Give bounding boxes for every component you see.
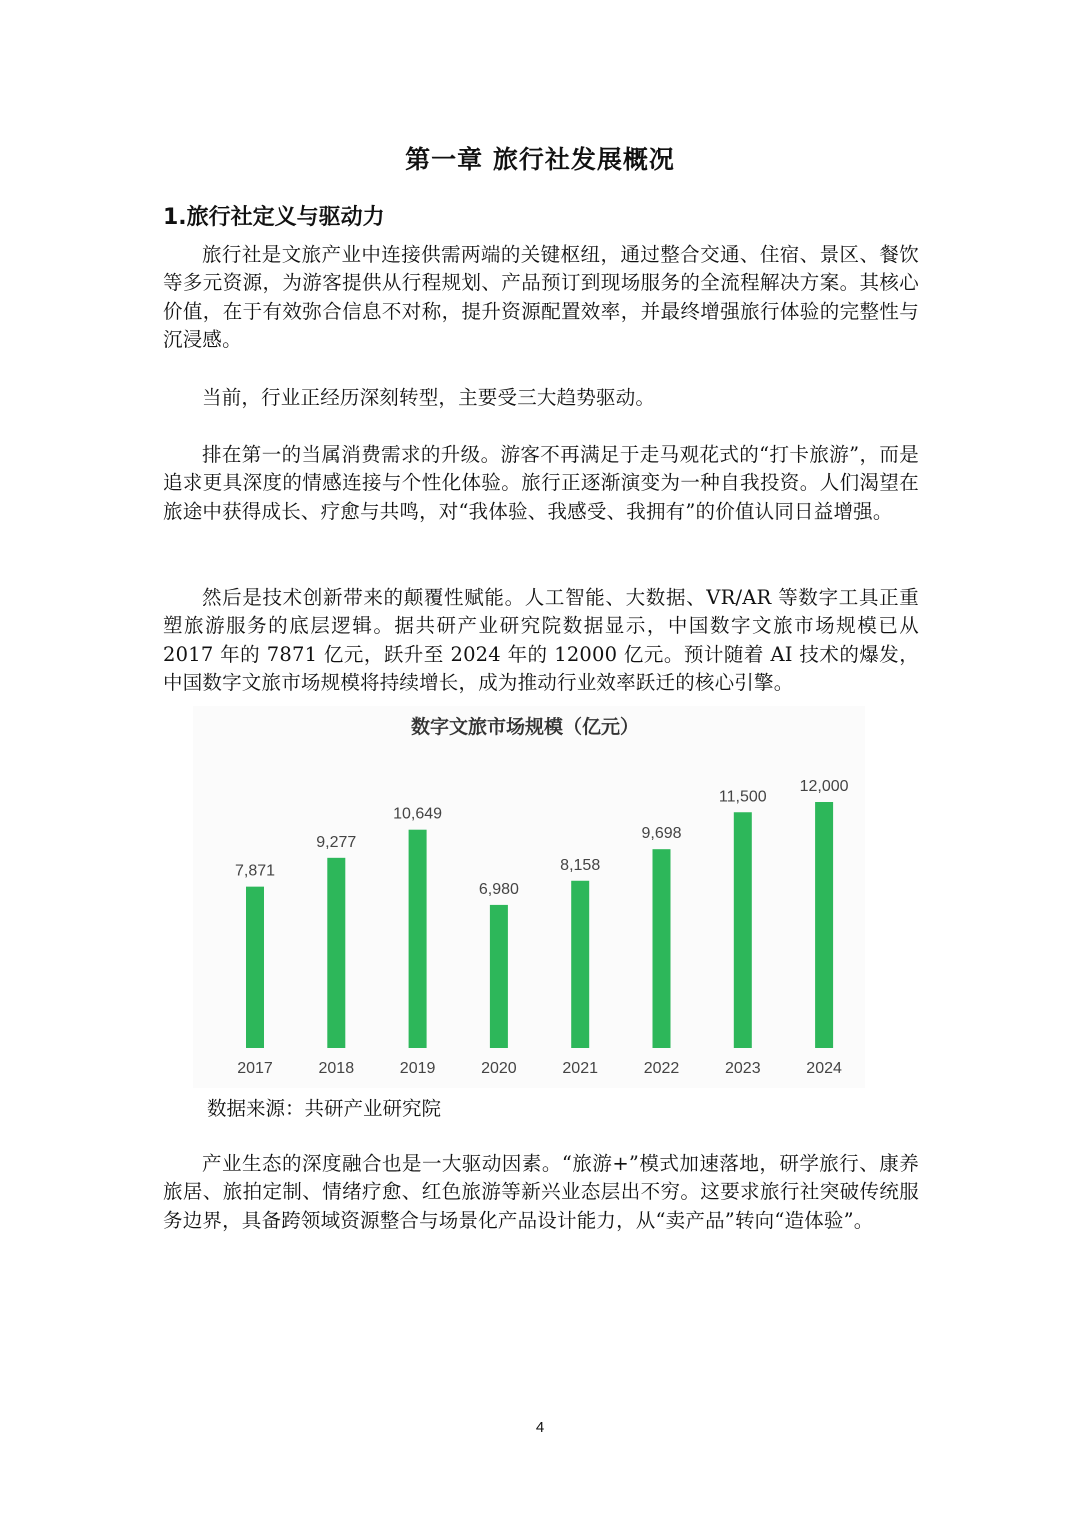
x-tick-2024: 2024 xyxy=(806,1060,842,1077)
value-label-2018: 9,277 xyxy=(316,833,357,851)
x-tick-2021: 2021 xyxy=(562,1060,598,1077)
value-label-2021: 8,158 xyxy=(560,856,601,874)
x-tick-2022: 2022 xyxy=(643,1060,680,1077)
bar-2017 xyxy=(246,887,264,1048)
bar-2021 xyxy=(571,881,589,1048)
paragraph-ecosystem: 产业生态的深度融合也是一大驱动因素。“旅游+”模式加速落地，研学旅行、康养旅居、旅拍定制、情绪疗愈、红色旅游等新兴业态层出不穷。这要求旅行社突破传统服务边界，具备跨领域资源整合与场景化产品设计能力，从“卖产品”转向“造体验”。 xyxy=(163,1152,919,1232)
value-label-2020: 6,980 xyxy=(478,880,519,898)
paragraph-intro: 旅行社是文旅产业中连接供需两端的关键枢纽，通过整合交通、住宿、景区、餐饮等多元资源，为游客提供从行程规划、产品预订到现场服务的全流程解决方案。其核心价值，在于有效弥合信息不对称，提升资源配置效率，并最终增强旅行体验的完整性与沉浸感。 xyxy=(163,243,919,352)
bar-2022 xyxy=(653,849,671,1048)
x-tick-2018: 2018 xyxy=(318,1060,355,1077)
paragraph-technology: 然后是技术创新带来的颠覆性赋能。人工智能、大数据、VR/AR 等数字工具正重塑旅游服务的底层逻辑。据共研产业研究院数据显示，中国数字文旅市场规模已从 2017 年的 7871 亿元，跃升至 2024 年的 12000 亿元。预计随着 AI 技术的爆发，中国数字文旅市场规模将持续增长，成为推动行业效率跃迁的核心引擎。 xyxy=(163,586,919,695)
data-source-note: 数据来源：共研产业研究院 xyxy=(207,1097,442,1120)
value-label-2019: 10,649 xyxy=(393,805,443,823)
x-tick-2019: 2019 xyxy=(399,1060,436,1077)
paragraph-consumption: 排在第一的当属消费需求的升级。游客不再满足于走马观花式的“打卡旅游”，而是追求更具深度的情感连接与个性化体验。旅行正逐渐演变为一种自我投资。人们渴望在旅途中获得成长、疗愈与共鸣，对“我体验、我感受、我拥有”的价值认同日益增强。 xyxy=(163,443,919,523)
x-tick-2020: 2020 xyxy=(481,1060,517,1077)
page-number: 4 xyxy=(535,1419,545,1436)
value-label-2024: 12,000 xyxy=(799,778,849,795)
bar-2020 xyxy=(490,905,508,1048)
value-label-2017: 7,871 xyxy=(234,862,276,880)
bar-2023 xyxy=(734,812,752,1048)
bar-2024 xyxy=(815,802,833,1048)
chapter-title: 第一章 旅行社发展概况 xyxy=(405,145,675,174)
paragraph-trends: 当前，行业正经历深刻转型，主要受三大趋势驱动。 xyxy=(202,386,656,409)
x-tick-2023: 2023 xyxy=(725,1060,761,1077)
x-tick-2017: 2017 xyxy=(237,1060,273,1077)
chart-title: 数字文旅市场规模（亿元） xyxy=(410,716,640,738)
bar-2019 xyxy=(409,830,427,1048)
market-size-chart xyxy=(193,706,865,1088)
chart-svg xyxy=(193,706,865,1088)
value-label-2023: 11,500 xyxy=(718,788,767,806)
value-label-2022: 9,698 xyxy=(641,825,682,843)
bar-2018 xyxy=(327,858,345,1048)
section-heading: 1.旅行社定义与驱动力 xyxy=(163,205,385,230)
